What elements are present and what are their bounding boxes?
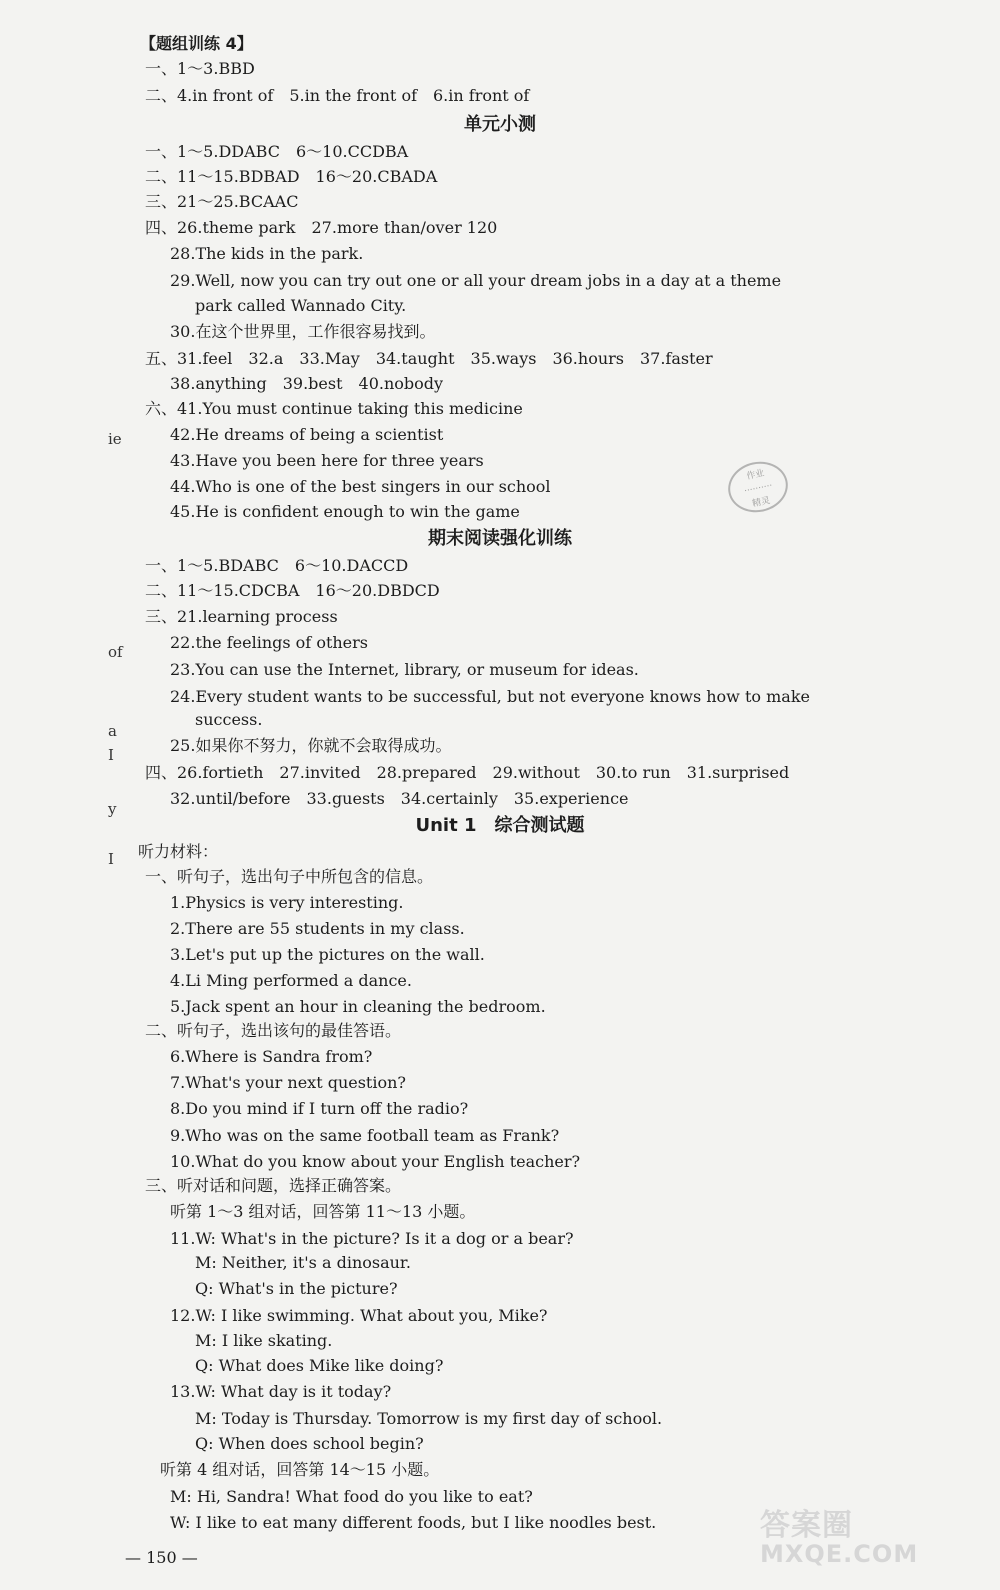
section-heading-unit-quiz: 单元小测 <box>464 114 536 135</box>
listening-line: M: Hi, Sandra! What food do you like to eat? <box>170 1487 533 1506</box>
listening-line: W: I like to eat many different foods, but I like noodles best. <box>170 1513 657 1532</box>
answer-line: 一、1～5.BDABC 6～10.DACCD <box>145 556 409 575</box>
answer-line: 22.the feelings of others <box>170 633 369 652</box>
answer-line: 一、1～5.DDABC 6～10.CCDBA <box>145 142 409 161</box>
answer-line: 38.anything 39.best 40.nobody <box>170 374 444 393</box>
answer-line: 45.He is confident enough to win the game <box>170 502 520 521</box>
listening-line: 13.W: What day is it today? <box>170 1382 392 1401</box>
listening-line: 听第 4 组对话，回答第 14～15 小题。 <box>160 1460 440 1479</box>
answer-line: 32.until/before 33.guests 34.certainly 35.experience <box>170 789 629 808</box>
answer-line: 三、21～25.BCAAC <box>145 192 299 211</box>
section-heading-group-4: 【题组训练 4】 <box>140 34 253 53</box>
listening-line: Q: What does Mike like doing? <box>195 1356 444 1375</box>
answer-line: 四、26.theme park 27.more than/over 120 <box>145 218 498 237</box>
listening-line: 11.W: What's in the picture? Is it a dog or a bear? <box>170 1229 574 1248</box>
listening-line: 6.Where is Sandra from? <box>170 1047 373 1066</box>
watermark-url: MXQE.COM <box>760 1540 919 1568</box>
ink-stamp: 作业 ·········· 精灵 <box>723 456 792 517</box>
listening-line: 10.What do you know about your English teacher? <box>170 1152 581 1171</box>
listening-line: 12.W: I like swimming. What about you, Mike? <box>170 1306 548 1325</box>
answer-line: 42.He dreams of being a scientist <box>170 425 444 444</box>
answer-line: 25.如果你不努力，你就不会取得成功。 <box>170 736 452 755</box>
section-heading-final-reading: 期末阅读强化训练 <box>428 528 572 549</box>
answer-line: 44.Who is one of the best singers in our school <box>170 477 551 496</box>
answer-line: 28.The kids in the park. <box>170 244 364 263</box>
answer-line: 六、41.You must continue taking this medicine <box>145 399 523 418</box>
margin-fragment: a <box>108 722 117 740</box>
answer-line: 三、21.learning process <box>145 607 338 626</box>
answer-line: 二、4.in front of 5.in the front of 6.in front of <box>145 86 530 105</box>
listening-line: 一、听句子，选出句子中所包含的信息。 <box>145 867 434 886</box>
margin-fragment: of <box>108 643 123 661</box>
listening-line: Q: What's in the picture? <box>195 1279 398 1298</box>
listening-line: 8.Do you mind if I turn off the radio? <box>170 1099 469 1118</box>
answer-line: success. <box>195 710 263 729</box>
listening-line: M: Today is Thursday. Tomorrow is my first day of school. <box>195 1409 663 1428</box>
listening-line: 9.Who was on the same football team as Frank? <box>170 1126 560 1145</box>
listening-line: 4.Li Ming performed a dance. <box>170 971 412 990</box>
listening-line: 听力材料： <box>138 842 219 861</box>
answer-line: 二、11～15.BDBAD 16～20.CBADA <box>145 167 438 186</box>
watermark-logo <box>760 1500 918 1568</box>
answer-line: 43.Have you been here for three years <box>170 451 484 470</box>
answer-line: 一、1～3.BBD <box>145 59 255 78</box>
listening-line: 听第 1～3 组对话，回答第 11～13 小题。 <box>170 1202 476 1221</box>
listening-line: 5.Jack spent an hour in cleaning the bedroom. <box>170 997 546 1016</box>
listening-line: 二、听句子，选出该句的最佳答语。 <box>145 1021 402 1040</box>
listening-line: M: Neither, it's a dinosaur. <box>195 1253 411 1272</box>
margin-fragment: I <box>108 746 114 764</box>
listening-line: 2.There are 55 students in my class. <box>170 919 465 938</box>
listening-line: 7.What's your next question? <box>170 1073 406 1092</box>
listening-line: Q: When does school begin? <box>195 1434 424 1453</box>
answer-line: park called Wannado City. <box>195 296 407 315</box>
listening-line: 1.Physics is very interesting. <box>170 893 404 912</box>
margin-fragment: y <box>108 800 117 818</box>
watermark-text: 答案圈 <box>760 1508 853 1543</box>
answer-line: 30.在这个世界里，工作很容易找到。 <box>170 322 436 341</box>
listening-line: M: I like skating. <box>195 1331 333 1350</box>
margin-fragment: ie <box>108 430 122 448</box>
answer-line: 23.You can use the Internet, library, or museum for ideas. <box>170 660 639 679</box>
section-heading-unit1-test: Unit 1 综合测试题 <box>415 815 585 836</box>
listening-line: 3.Let's put up the pictures on the wall. <box>170 945 485 964</box>
page-number: — 150 — <box>125 1548 198 1567</box>
answer-line: 二、11～15.CDCBA 16～20.DBDCD <box>145 581 440 600</box>
answer-line: 五、31.feel 32.a 33.May 34.taught 35.ways 36.hours 37.faster <box>145 349 713 368</box>
answer-line: 29.Well, now you can try out one or all your dream jobs in a day at a theme <box>170 271 782 290</box>
answer-line: 四、26.fortieth 27.invited 28.prepared 29.without 30.to run 31.surprised <box>145 763 790 782</box>
listening-line: 三、听对话和问题，选择正确答案。 <box>145 1176 402 1195</box>
answer-line: 24.Every student wants to be successful, but not everyone knows how to make <box>170 687 810 706</box>
margin-fragment: I <box>108 850 114 868</box>
